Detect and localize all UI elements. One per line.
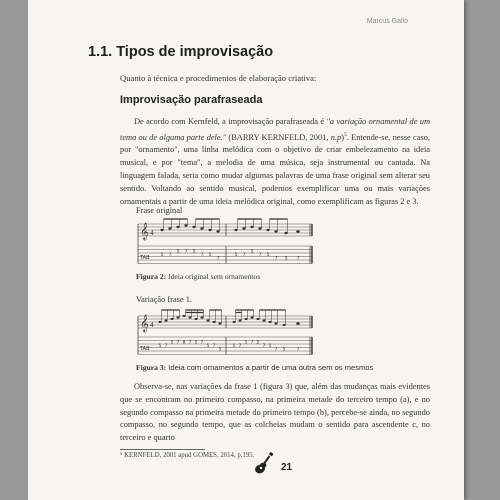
paragraph-1-rest: . Entende-se, nesse caso, por "ornamento", uma linha melódica com o objetivo de criar embelezamento na ideia musical, e por "tema", a melodia de uma música, seja instrumental ou cantada. Na linguagem falada, seria como mudar algumas palavras de uma frase original sem alterar seu sentido. Voltando ao sentido musical, podemos exemplificar uma ou mais variações ornamentais a partir de uma ideia melódica original, como exemplificam as figuras 2 e 3. bbox=[120, 132, 430, 206]
citation: (BARRY KERNFELD, 2001, bbox=[226, 132, 331, 142]
paragraph-1-lead: De acordo com Kernfeld, a improvisação parafraseada é bbox=[134, 117, 327, 126]
svg-text:5: 5 bbox=[284, 256, 288, 262]
tab-label-icon: TAB bbox=[140, 346, 150, 352]
svg-text:5: 5 bbox=[158, 344, 162, 349]
tab-numbers bbox=[159, 340, 300, 353]
svg-text:5: 5 bbox=[208, 253, 212, 258]
treble-clef-icon: 𝄞 bbox=[140, 222, 149, 240]
section-title: 1.1. Tipos de improvisação bbox=[88, 44, 274, 60]
figure-3-caption bbox=[136, 363, 373, 372]
paragraph-2: Observa-se, nas variações da frase 1 (figura 3) que, além das mudanças mais evidentes que se encontram no primeiro compasso, na primeira metade do terceiro tempo (a), e no segundo compasso na primeira metade do primeiro tempo (b), percebe-se ainda, no segundo compasso, no segundo tempo, que as colcheias mudam o sentido para ascendente c, no terceiro e quarto bbox=[120, 382, 430, 443]
citation-end: ) bbox=[341, 132, 344, 142]
tab-label-icon: TAB bbox=[140, 255, 150, 261]
svg-text:7: 7 bbox=[176, 340, 180, 346]
svg-text:7: 7 bbox=[188, 340, 192, 346]
subheading: Improvisação parafraseada bbox=[120, 94, 263, 106]
staff-lines bbox=[138, 316, 312, 328]
figure-3-notation bbox=[134, 306, 316, 360]
svg-text:5: 5 bbox=[176, 249, 180, 255]
svg-text:7: 7 bbox=[296, 347, 300, 353]
staff-lines bbox=[138, 224, 312, 236]
figure-2-caption bbox=[136, 272, 260, 281]
svg-text:5: 5 bbox=[282, 347, 286, 353]
svg-text:5: 5 bbox=[268, 344, 272, 349]
intro-text: Quanto à técnica e procedimentos de elaboração criativa: bbox=[120, 73, 317, 83]
svg-text:5: 5 bbox=[206, 344, 210, 349]
svg-text:5: 5 bbox=[232, 344, 236, 349]
paragraph-1 bbox=[120, 116, 430, 208]
svg-text:7: 7 bbox=[200, 253, 204, 258]
page-number: 21 bbox=[281, 462, 293, 473]
svg-text:5: 5 bbox=[194, 340, 198, 346]
svg-text:5: 5 bbox=[244, 340, 248, 346]
tab-numbers bbox=[161, 249, 300, 262]
svg-text:7: 7 bbox=[216, 256, 220, 262]
svg-text:7: 7 bbox=[200, 340, 204, 346]
svg-text:5: 5 bbox=[170, 340, 174, 346]
svg-text:5: 5 bbox=[256, 340, 260, 346]
svg-text:7: 7 bbox=[168, 253, 172, 258]
footnote-mark: 5 bbox=[343, 131, 347, 138]
running-head: Marcus Gallo bbox=[366, 18, 408, 25]
note-heads bbox=[160, 224, 299, 234]
figure-2-notation bbox=[134, 216, 316, 268]
svg-text:7: 7 bbox=[238, 344, 242, 349]
svg-text:5: 5 bbox=[266, 253, 270, 258]
guitar-icon bbox=[252, 452, 276, 476]
figure-3-caption-prefix: Figura 3: bbox=[136, 363, 167, 372]
svg-text:7: 7 bbox=[274, 256, 278, 262]
figure-2-caption-text: Ideia original sem ornamentos bbox=[166, 272, 261, 281]
figure-2-caption-prefix: Figura 2: bbox=[136, 272, 167, 281]
figure-3-label: Variação frase 1. bbox=[136, 295, 193, 304]
svg-text:7: 7 bbox=[184, 249, 188, 255]
note-stems bbox=[162, 310, 286, 325]
footnote-divider bbox=[120, 449, 205, 450]
figure-2-label: Frase original bbox=[136, 206, 183, 215]
figure-3-caption-text: Ideia com ornamentos a partir de uma outra sem os mesmos bbox=[166, 363, 374, 372]
svg-text:7: 7 bbox=[274, 347, 278, 353]
svg-text:5: 5 bbox=[218, 347, 222, 353]
svg-text:7: 7 bbox=[250, 340, 254, 346]
svg-text:7: 7 bbox=[242, 253, 246, 258]
svg-text:7: 7 bbox=[164, 344, 168, 349]
svg-text:5: 5 bbox=[234, 253, 238, 258]
svg-text:7: 7 bbox=[262, 344, 266, 349]
beams bbox=[162, 310, 286, 313]
kernfeld-quote: "a variação ornamental de um tema ou de alguma parte dele." bbox=[120, 117, 430, 142]
footnote: ⁵ KERNFELD, 2001 apud GOMES, 2014, p.195. bbox=[120, 452, 255, 459]
citation-page: n.p bbox=[330, 132, 342, 142]
time-signature: 4 bbox=[150, 230, 154, 237]
svg-text:7: 7 bbox=[296, 256, 300, 262]
book-page bbox=[28, 0, 464, 500]
svg-text:5: 5 bbox=[250, 249, 254, 255]
time-signature: 4 bbox=[150, 322, 154, 329]
svg-text:8: 8 bbox=[182, 340, 186, 346]
treble-clef-icon: 𝄞 bbox=[140, 314, 149, 332]
svg-text:7: 7 bbox=[212, 344, 216, 349]
svg-text:5: 5 bbox=[192, 249, 196, 255]
svg-text:5: 5 bbox=[160, 253, 164, 258]
svg-text:7: 7 bbox=[258, 253, 262, 258]
